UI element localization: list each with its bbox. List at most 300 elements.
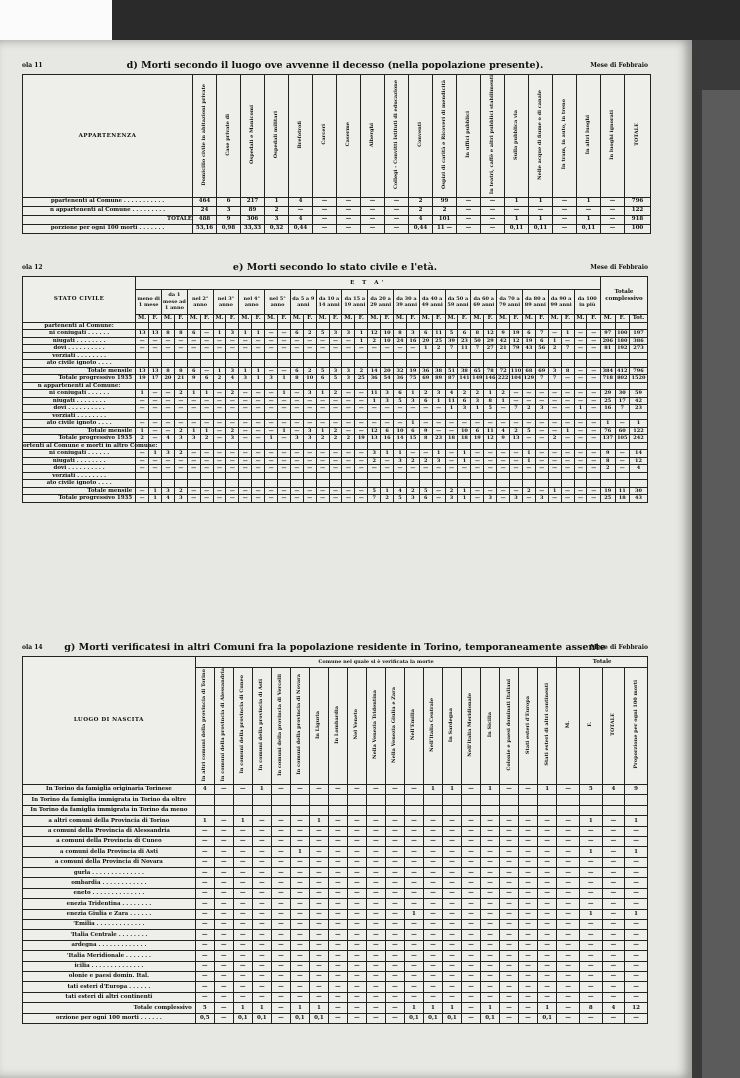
table-e-cell: —	[587, 457, 601, 465]
table-e-cell: 54	[381, 375, 394, 383]
table-e-cell: —	[136, 465, 149, 473]
table-e-cell: 2	[355, 367, 368, 375]
table-e-cell	[471, 322, 484, 330]
table-e-cell: 5	[484, 405, 497, 413]
table-d-col-header-text: In teatri, caffè e altri pubblici stabilimenti	[489, 75, 495, 195]
table-e-cell: 7	[548, 375, 561, 383]
table-e-cell	[278, 382, 291, 390]
table-e-cell	[406, 322, 419, 330]
table-e-cell	[136, 322, 149, 330]
table-g-cell: —	[423, 836, 442, 846]
table-d-cell: 122	[625, 206, 651, 215]
table-d-col-header	[313, 75, 337, 198]
table-e-cell	[381, 360, 394, 368]
table-e-cell: —	[329, 397, 342, 405]
table-g-col-header	[442, 668, 461, 785]
table-g-cell: —	[290, 961, 309, 971]
table-e-cell: 180	[615, 337, 630, 345]
table-e-cell	[149, 382, 162, 390]
table-g-cell: —	[271, 836, 290, 846]
table-e-cell: —	[574, 375, 587, 383]
table-e-cell: —	[278, 435, 291, 443]
table-e-cell	[394, 412, 407, 420]
table-g-cell: —	[404, 961, 423, 971]
table-e-cell	[381, 382, 394, 390]
table-g-cell: —	[442, 920, 461, 930]
table-g-col-header-text: Nell'Italia Centrale	[429, 697, 436, 752]
table-e-cell: 4	[630, 465, 648, 473]
table-e-age-header: da 20 a 29 anni	[368, 290, 394, 315]
table-g-title: g) Morti verificatesi in altri Comuni fra la popolazione residente in Torino, temporaneamente assente	[64, 642, 606, 653]
table-e-cell: 1	[149, 450, 162, 458]
table-e-cell	[587, 472, 601, 480]
table-g-cell: —	[481, 909, 500, 919]
table-e-cell: 8	[394, 330, 407, 338]
table-e-cell	[213, 412, 226, 420]
table-g-cell: —	[385, 847, 404, 857]
table-e-cell: —	[290, 450, 303, 458]
table-g-cell: —	[328, 816, 347, 826]
table-e-cell: —	[252, 390, 265, 398]
table-e-cell: —	[342, 487, 355, 495]
table-e-cell	[561, 322, 574, 330]
table-e-cell: —	[316, 420, 329, 428]
table-e-cell	[149, 412, 162, 420]
table-g-cell: —	[602, 899, 625, 909]
table-e-cell: 14	[368, 367, 381, 375]
table-e-f-header: F.	[174, 315, 187, 323]
table-e-cell: 7	[615, 405, 630, 413]
table-e-cell: 5	[445, 330, 458, 338]
table-e-cell: —	[303, 450, 316, 458]
table-e-row	[23, 457, 648, 465]
table-e-cell	[548, 472, 561, 480]
table-e-cell: —	[342, 397, 355, 405]
table-e-cell	[187, 442, 200, 450]
table-d-cell: —	[337, 215, 361, 224]
table-e-cell: 42	[497, 337, 510, 345]
table-e-cell: 2	[522, 487, 535, 495]
table-e-cell	[406, 352, 419, 360]
table-g-cell: —	[195, 857, 214, 867]
table-g-cell: —	[404, 971, 423, 981]
table-e-cell: 8	[601, 457, 616, 465]
table-e-cell: 25	[355, 375, 368, 383]
table-e-cell: 51	[445, 367, 458, 375]
table-e-cell	[548, 412, 561, 420]
table-e-row	[23, 322, 648, 330]
table-d	[22, 74, 651, 234]
table-g-cell: —	[625, 857, 648, 867]
table-g-cell: —	[271, 961, 290, 971]
table-e-cell: —	[290, 397, 303, 405]
table-e-cell	[497, 322, 510, 330]
table-d-cell: —	[313, 197, 337, 206]
table-e-cell: —	[226, 457, 239, 465]
table-e-cell: 1	[239, 367, 252, 375]
table-e-cell	[510, 322, 523, 330]
table-d-col-header	[265, 75, 289, 198]
table-g-cell: —	[519, 826, 538, 836]
table-g-col-header	[366, 668, 385, 785]
table-e-cell: —	[574, 487, 587, 495]
table-e-total-sub-header: Tot.	[630, 315, 648, 323]
table-g-cell: —	[366, 868, 385, 878]
table-g-cell: —	[461, 961, 480, 971]
table-e-cell	[601, 322, 616, 330]
table-d-col-header-text: Sulla pubblica via	[513, 109, 519, 160]
table-e-cell	[561, 442, 574, 450]
table-e-cell: 110	[510, 367, 522, 374]
table-d-cell: 1	[577, 215, 601, 224]
table-g-cell: —	[602, 888, 625, 898]
table-e-cell	[213, 382, 226, 390]
table-g-cell: 1	[481, 784, 500, 794]
table-e-cell: —	[548, 495, 561, 503]
table-e-cell: —	[471, 487, 484, 495]
table-d-cell: —	[385, 224, 409, 233]
table-e-cell	[432, 382, 445, 390]
table-e-cell: 97	[601, 330, 616, 338]
table-g-col-header	[602, 668, 625, 785]
table-e-cell: 149	[472, 375, 483, 381]
table-e-cell	[510, 442, 523, 450]
table-g-cell: —	[538, 857, 557, 867]
table-e-row	[23, 420, 648, 428]
table-g-cell: —	[290, 868, 309, 878]
table-g-cell: —	[579, 982, 602, 992]
table-e-cell	[601, 442, 616, 450]
table-e-cell: —	[187, 450, 200, 458]
table-e-cell	[548, 480, 561, 488]
table-g-cell	[385, 805, 404, 815]
table-g-cell: —	[461, 951, 480, 961]
table-g-cell: —	[366, 992, 385, 1002]
table-g-cell: —	[233, 899, 252, 909]
table-e-cell	[239, 442, 252, 450]
table-e-cell: 6	[535, 337, 548, 345]
table-e-cell: —	[136, 487, 149, 495]
table-g-cell: —	[233, 909, 252, 919]
table-e-cell: —	[574, 427, 587, 435]
table-e-cell: —	[445, 427, 458, 435]
table-g-cell: —	[271, 816, 290, 826]
table-g-cell: —	[347, 961, 366, 971]
table-e-cell: 2	[548, 345, 561, 353]
table-e-cell: —	[574, 330, 587, 338]
table-e-cell	[394, 472, 407, 480]
table-e-cell: 2	[174, 487, 187, 495]
table-g-row-label: 'Italia Centrale . . . . . . . .	[23, 930, 196, 940]
table-e-cell	[587, 412, 601, 420]
table-e-cell	[406, 360, 419, 368]
table-e-cell: 1	[355, 330, 368, 338]
table-e-cell: 100	[615, 330, 630, 338]
table-d-cell: 3	[265, 215, 289, 224]
table-e-cell	[561, 480, 574, 488]
table-e-cell	[445, 322, 458, 330]
table-e-cell: —	[535, 465, 548, 473]
table-e-cell: —	[510, 390, 523, 398]
table-e-cell	[278, 322, 291, 330]
table-g-cell: —	[602, 951, 625, 961]
table-g-cell: —	[309, 888, 328, 898]
table-g-cell	[404, 795, 423, 805]
table-e-m-header: M.	[574, 315, 587, 323]
table-e-cell	[510, 412, 523, 420]
table-e-cell: —	[303, 337, 316, 345]
table-g-cell: —	[481, 857, 500, 867]
table-e-cell	[510, 352, 523, 360]
table-g-cell: —	[290, 920, 309, 930]
table-e-f-header: F.	[510, 315, 523, 323]
table-g-cell: —	[328, 992, 347, 1002]
table-e-cell: 1	[548, 487, 561, 495]
table-e-cell: —	[316, 495, 329, 503]
table-e-cell	[329, 472, 342, 480]
table-g-cell	[347, 795, 366, 805]
table-e-stub-header: STATO CIVILE	[23, 277, 136, 323]
table-e-cell: —	[342, 495, 355, 503]
table-e-cell: —	[587, 345, 601, 353]
table-g-cell: —	[423, 961, 442, 971]
table-e-cell: 18	[445, 435, 458, 443]
table-g-cell: 0,1	[233, 1013, 252, 1023]
table-e-cell	[200, 412, 213, 420]
table-e-f-header: F.	[587, 315, 601, 323]
table-g-cell: —	[404, 857, 423, 867]
table-e-cell: 72	[497, 367, 510, 375]
table-g-cell: —	[233, 951, 252, 961]
table-e-cell	[522, 352, 535, 360]
table-g-cell: 4	[195, 784, 214, 794]
table-e-cell: —	[303, 397, 316, 405]
table-e-cell: —	[406, 405, 419, 413]
table-g-cell: —	[385, 836, 404, 846]
table-e-cell	[342, 412, 355, 420]
table-g-cell: —	[625, 920, 648, 930]
table-e-cell: 10	[303, 375, 316, 383]
table-g-cell: —	[602, 971, 625, 981]
table-g-cell: —	[557, 816, 580, 826]
table-g-cell: —	[347, 836, 366, 846]
table-e-cell: 5	[522, 427, 535, 435]
table-g-cell	[214, 805, 233, 815]
table-e-cell: 2	[329, 427, 342, 435]
table-e-row-label: Totale mensile	[23, 367, 136, 375]
table-g-cell: 1	[579, 847, 602, 857]
table-g-cell: —	[328, 951, 347, 961]
table-e-cell	[355, 360, 368, 368]
table-g-cell: —	[481, 920, 500, 930]
table-g-cell: —	[271, 888, 290, 898]
table-g-cell: —	[385, 1003, 404, 1013]
table-g-cell: —	[385, 816, 404, 826]
table-e-cell	[226, 472, 239, 480]
table-e-total-sub-header: F.	[615, 315, 630, 323]
table-e-cell: 14	[630, 450, 648, 458]
table-g-cell: —	[538, 868, 557, 878]
table-e-cell	[630, 360, 648, 368]
table-g-cell	[290, 805, 309, 815]
table-g-cell: —	[309, 868, 328, 878]
table-d-cell: 2	[409, 197, 433, 206]
table-e-cell: —	[522, 465, 535, 473]
table-e-cell	[252, 442, 265, 450]
table-g-col-header	[347, 668, 366, 785]
table-e-cell: —	[445, 420, 458, 428]
table-e-cell	[419, 322, 432, 330]
table-e-f-header: F.	[252, 315, 265, 323]
table-g-cell	[500, 805, 519, 815]
table-e-cell: 8	[162, 367, 175, 375]
table-e-cell	[316, 322, 329, 330]
table-e-age-header: da 60 a 69 anni	[471, 290, 497, 315]
table-g-cell: —	[461, 857, 480, 867]
table-e-cell: —	[200, 465, 213, 473]
table-g-cell: —	[214, 992, 233, 1002]
table-e-row	[23, 345, 648, 353]
table-g-cell: —	[328, 1003, 347, 1013]
table-e-cell: —	[252, 495, 265, 503]
table-e-row-label: ni coniugati . . . . . .	[23, 450, 136, 458]
table-e-cell	[265, 480, 278, 488]
table-e-cell: 16	[381, 435, 394, 443]
table-g-cell: —	[538, 951, 557, 961]
table-g-cell: —	[557, 836, 580, 846]
table-g-cell: 4	[602, 1003, 625, 1013]
table-e-cell: —	[252, 457, 265, 465]
table-e-cell: 1520	[630, 375, 648, 383]
table-e-cell: —	[484, 457, 497, 465]
table-e-cell	[615, 352, 630, 360]
table-g-cell: —	[500, 930, 519, 940]
table-e-cell: —	[535, 487, 548, 495]
table-g-cell: —	[500, 826, 519, 836]
table-d-col-header-text: Carceri	[321, 124, 327, 145]
table-d-cell: 0,11	[529, 224, 553, 233]
table-g-cell: —	[481, 992, 500, 1002]
table-g-cell: —	[404, 816, 423, 826]
table-g-cell: —	[233, 940, 252, 950]
table-e-cell: 36	[368, 375, 381, 383]
table-e-cell: 2	[329, 435, 342, 443]
table-g-cell: —	[233, 971, 252, 981]
table-e-cell	[587, 322, 601, 330]
table-e-cell: 2	[342, 435, 355, 443]
table-d-cell: 306	[241, 215, 265, 224]
table-g-cell: —	[625, 930, 648, 940]
table-g-cell: —	[461, 992, 480, 1002]
table-e-cell: —	[510, 420, 523, 428]
table-e-cell	[587, 480, 601, 488]
table-g-col-header-text: Nel Veneto	[353, 709, 360, 740]
table-e-cell: —	[355, 487, 368, 495]
table-g-cell	[602, 805, 625, 815]
table-g-row	[23, 961, 648, 971]
table-d-col-header-text: Ospedali militari	[273, 111, 279, 159]
table-e-cell: —	[290, 487, 303, 495]
table-g-cell: —	[557, 1013, 580, 1023]
table-g-cell	[385, 795, 404, 805]
table-e-cell	[522, 360, 535, 368]
table-e-cell: 1	[213, 330, 226, 338]
table-e-cell	[574, 472, 587, 480]
table-e-cell	[213, 322, 226, 330]
table-e-cell: 3	[445, 495, 458, 503]
table-e-row-label: dovi . . . . . . . . . .	[23, 405, 136, 413]
table-e	[22, 276, 648, 503]
table-e-f-header: F.	[458, 315, 471, 323]
table-g-col-header-text: In Lombardia	[334, 705, 341, 744]
table-d-cell: —	[553, 197, 577, 206]
table-d-month: Mese di Febbraio	[590, 62, 648, 69]
table-e-cell: 1	[278, 375, 291, 383]
table-g-cell: —	[602, 816, 625, 826]
table-g-cell: —	[214, 816, 233, 826]
table-g-cell: —	[290, 878, 309, 888]
table-e-cell: 12	[484, 435, 497, 443]
table-g-cell: —	[290, 909, 309, 919]
table-g-cell: —	[233, 784, 252, 794]
table-g-cell: —	[404, 899, 423, 909]
table-e-cell: 197	[630, 330, 648, 338]
table-g-cell: —	[233, 878, 252, 888]
table-e-cell: —	[381, 420, 394, 428]
table-e-cell: 1	[200, 390, 213, 398]
table-e-cell: —	[239, 487, 252, 495]
table-e-cell: 36	[394, 375, 407, 383]
table-g-cell: —	[481, 961, 500, 971]
table-g-cell: —	[328, 826, 347, 836]
table-e-cell	[162, 382, 175, 390]
table-g-total-header: Totale	[557, 657, 648, 668]
table-e-cell: 10	[458, 427, 471, 435]
table-e-cell: 3	[303, 427, 316, 435]
table-d-cell: 0,11	[577, 224, 601, 233]
table-g-cell: —	[519, 930, 538, 940]
table-e-cell: —	[278, 330, 291, 338]
table-e-cell	[522, 322, 535, 330]
table-e-cell: —	[471, 495, 484, 503]
table-e-cell: —	[587, 487, 601, 495]
table-g-cell: —	[500, 847, 519, 857]
table-g-cell: —	[579, 1013, 602, 1023]
table-e-cell: 206	[601, 337, 616, 345]
table-e-cell	[174, 442, 187, 450]
table-e-cell	[484, 412, 497, 420]
table-g-col-header	[252, 668, 271, 785]
table-e-age-header: da 15 a 19 anni	[342, 290, 368, 315]
table-e-cell	[368, 360, 381, 368]
table-e-cell: —	[316, 457, 329, 465]
table-e-cell	[174, 412, 187, 420]
table-e-cell: 75	[406, 375, 419, 383]
table-g-cell: —	[195, 930, 214, 940]
table-g-cell: —	[557, 961, 580, 971]
table-g-cell: —	[500, 888, 519, 898]
table-e-m-header: M.	[290, 315, 303, 323]
table-e-cell	[252, 412, 265, 420]
table-g-cell: —	[423, 857, 442, 867]
table-e-cell: 16	[601, 405, 616, 413]
table-g-cell: —	[579, 940, 602, 950]
table-e-cell: 2	[200, 435, 213, 443]
table-e-cell: —	[548, 330, 561, 338]
table-e-cell	[355, 480, 368, 488]
table-e-cell	[342, 352, 355, 360]
table-d-col-header-text: Conventi	[417, 122, 423, 148]
